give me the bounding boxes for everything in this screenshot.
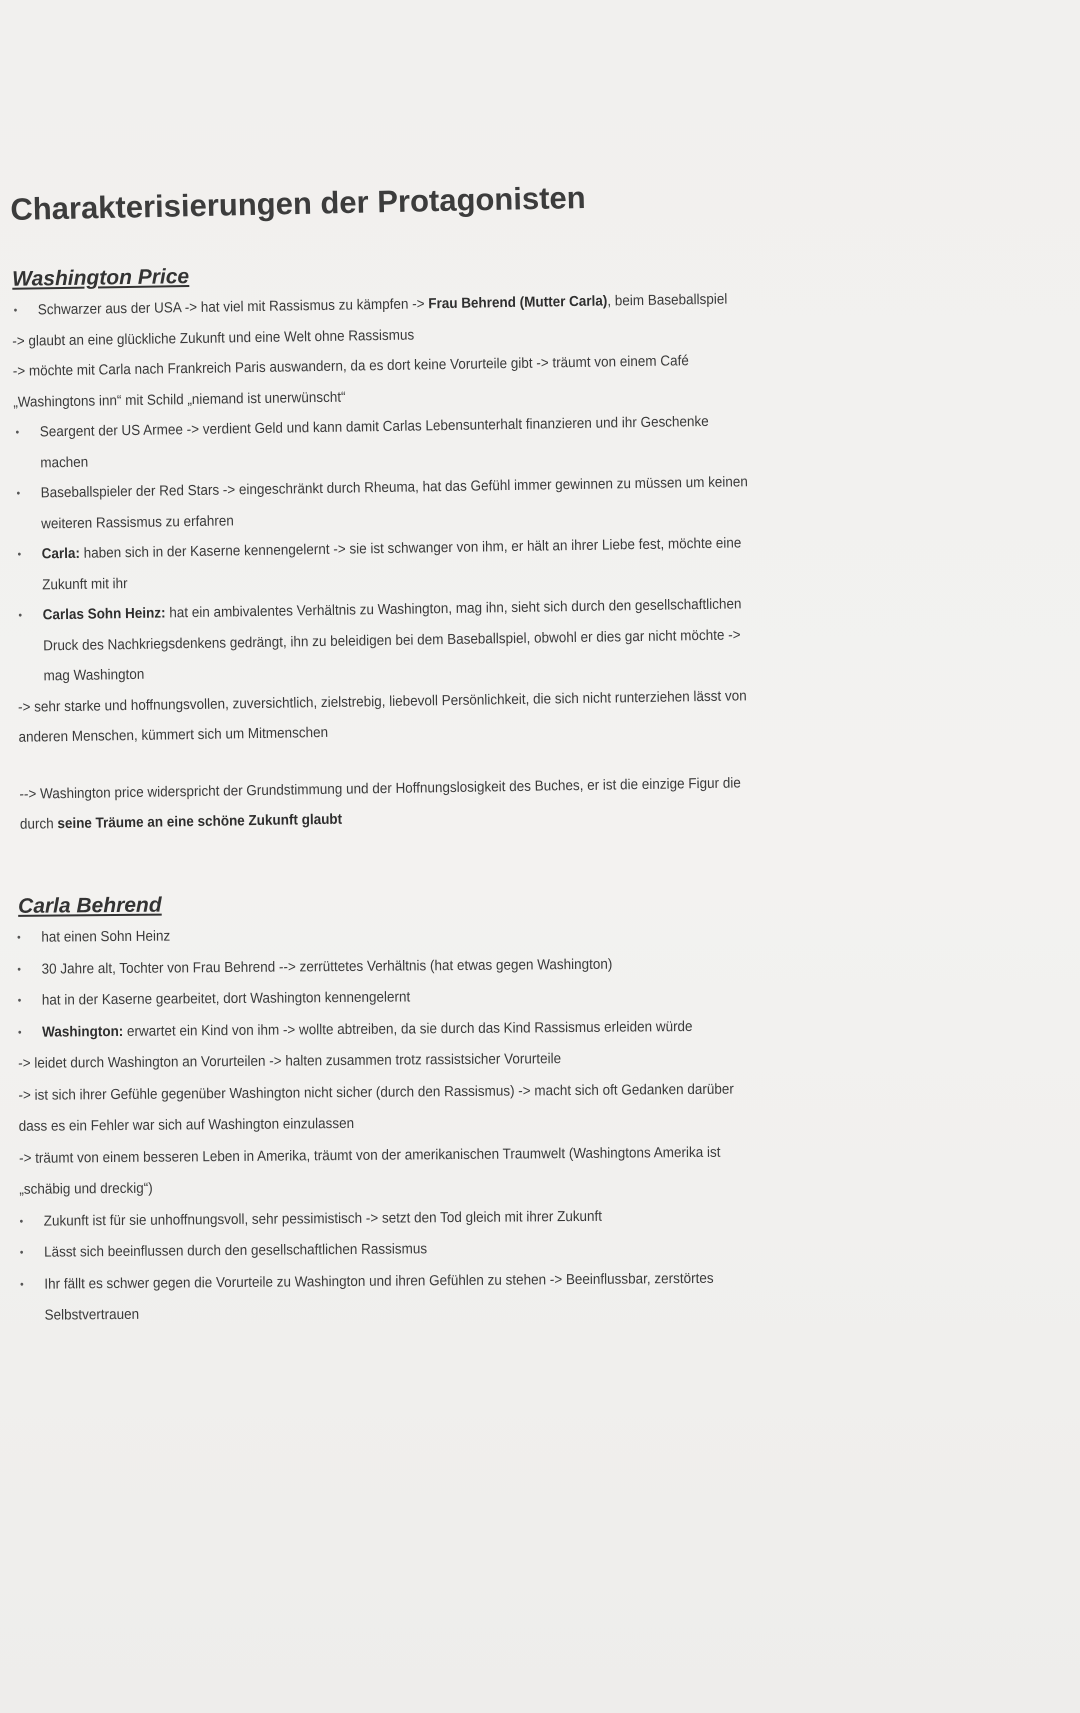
text: hat in der Kaserne gearbeitet, dort Washington kennengelernt [41,989,411,1009]
text: haben sich in der Kaserne kennengelernt -> sie ist schwanger von ihm, er hält an ihrer Liebe fest, möchte eine [79,535,742,562]
section-lines [0,281,968,841]
text: -> ist sich ihrer Gefühle gegenüber Washington nicht sicher (durch den Rassismus) -> macht sich oft Gedanken darüber [18,1081,734,1104]
bold-text: seine Träume an eine schöne Zukunft glaubt [57,811,343,833]
text: --> Washington price widerspricht der Grundstimmung und der Hoffnungslosigkeit des Buches, er ist die einzige Figur die [19,774,741,803]
text: Baseballspieler der Red Stars -> eingeschränkt durch Rheuma, hat das Gefühl immer gewinnen zu müssen um keinen [40,474,748,502]
bold-text: Carlas Sohn Heinz: [42,605,166,624]
text: erwartet ein Kind von ihm -> wollte abtreiben, da sie durch das Kind Rassismus erleiden würde [123,1018,693,1040]
text: -> träumt von einem besseren Leben in Amerika, träumt von der amerikanischen Traumwelt (Washingtons Amerika ist [18,1144,721,1167]
text: weiteren Rassismus zu erfahren [41,512,234,532]
text: machen [40,454,89,471]
text: -> leidet durch Washington an Vorurteilen -> halten zusammen trotz rassistsicher Vorurteile [18,1051,562,1072]
section-heading: Carla Behrend [17,893,162,918]
text: -> glaubt an eine glückliche Zukunft und eine Welt ohne Rassismus [12,327,415,350]
page-title: Charakterisierungen der Protagonisten [10,179,586,227]
bullet-icon: • [17,1026,22,1039]
section-lines [0,915,964,1333]
text: dass es ein Fehler war sich auf Washington einzulassen [18,1115,355,1135]
text: hat ein ambivalentes Verhältnis zu Washington, mag ihn, sieht sich durch den gesellschaftlichen [165,596,742,622]
bullet-icon: • [18,609,23,622]
bold-text: Carla: [41,545,81,563]
text-line [4,1293,897,1332]
text: Schwarzer aus der USA -> hat viel mit Rassismus zu kämpfen -> [37,296,429,319]
text: Zukunft mit ihr [42,575,128,593]
section-washington-price [0,253,969,841]
bullet-icon: • [16,487,21,500]
bullet-icon: • [15,426,20,439]
bold-text: Washington: [42,1023,124,1041]
text: mag Washington [43,666,145,685]
bullet-icon: • [17,931,21,944]
bullet-icon: • [17,994,22,1007]
text: , beim Baseballspiel [607,291,728,310]
text: anderen Menschen, kümmert sich um Mitmenschen [18,724,329,746]
bullet-icon: • [19,1215,24,1228]
bullet-icon: • [17,963,22,976]
bold-text: Frau Behrend (Mutter Carla) [428,293,608,313]
text: Druck des Nachkriegsdenkens gedrängt, ihn zu beleidigen bei dem Baseballspiel, obwohl er dies gar nicht möchte -> [43,626,741,654]
section-heading: Washington Price [11,265,190,291]
text: Lässt sich beeinflussen durch den gesellschaftlichen Rassismus [43,1241,428,1261]
text: hat einen Sohn Heinz [41,928,171,946]
text: Zukunft ist für sie unhoffnungsvoll, sehr pessimistisch -> setzt den Tod gleich mit ihrer Zukunft [43,1208,603,1230]
bullet-icon: • [17,548,22,561]
text: Selbstvertrauen [44,1306,140,1324]
section-carla-behrend [0,887,964,1333]
text: „Washingtons inn“ mit Schild „niemand ist unerwünscht“ [13,389,346,411]
text: -> sehr starke und hoffnungsvollen, zuversichtlich, zielstrebig, liebevoll Persönlichkeit, die sich nicht runterziehen lässt von [17,687,747,716]
bullet-icon: • [20,1278,24,1291]
text: 30 Jahre alt, Tochter von Frau Behrend --> zerrüttetes Verhältnis (hat etwas gegen Washington) [41,956,613,978]
text: „schäbig und dreckig“) [19,1180,153,1198]
bullet-icon: • [19,1246,24,1259]
bullet-icon: • [13,304,18,317]
text: -> möchte mit Carla nach Frankreich Paris auswandern, da es dort keine Vorurteile gibt -> träumt von einem Café [12,353,689,380]
text: Ihr fällt es schwer gegen die Vorurteile zu Washington und ihren Gefühlen zu stehen -> Beeinflussbar, zerstörtes [44,1270,714,1293]
text: Seargent der US Armee -> verdient Geld und kann damit Carlas Lebensunterhalt finanzieren und ihr Geschenke [39,413,709,441]
text: durch [19,816,58,833]
